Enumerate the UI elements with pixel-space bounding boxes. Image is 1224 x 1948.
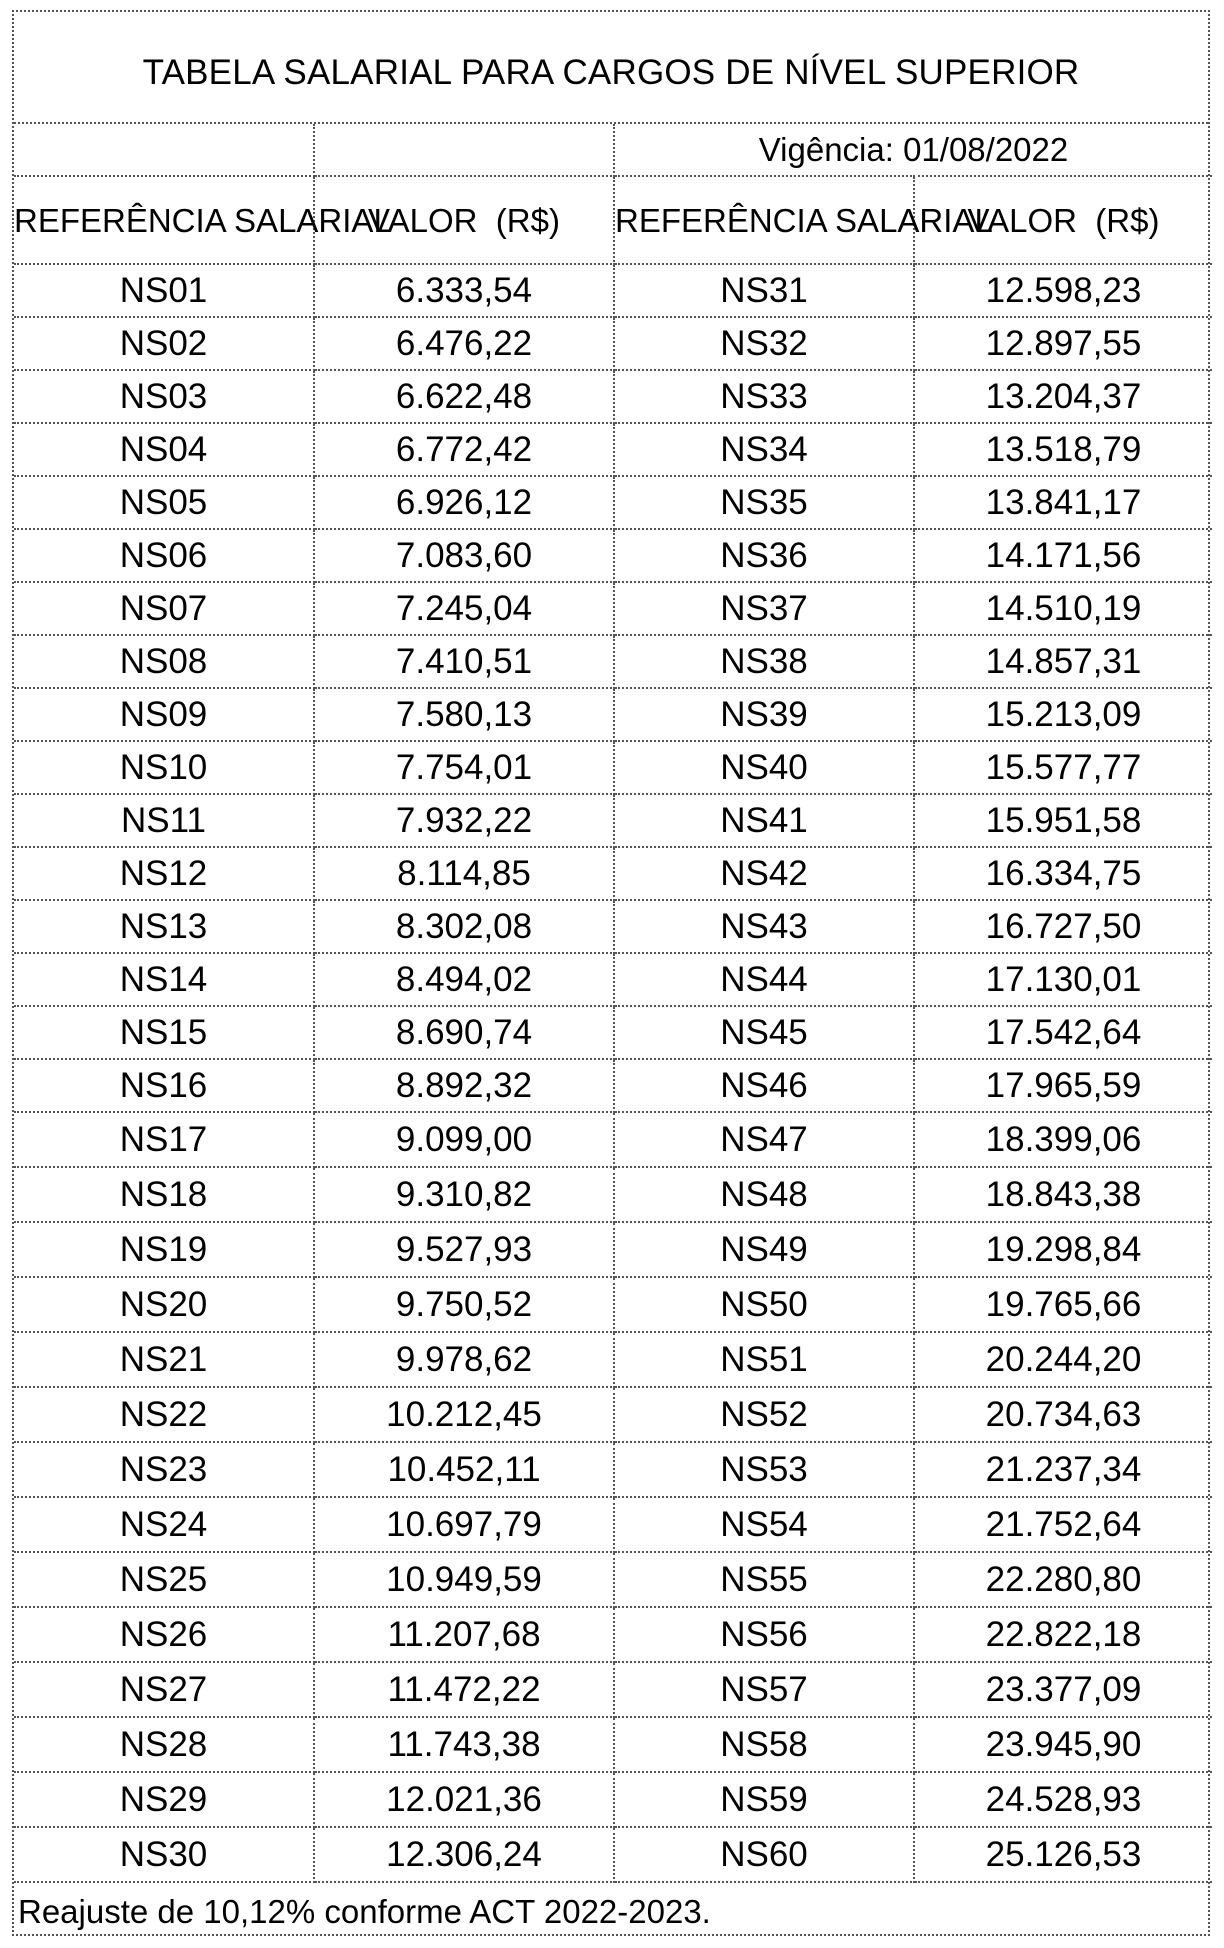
table-row — [14, 1112, 1212, 1167]
referencia-cell-left: NS30 — [14, 1827, 314, 1882]
valor-cell-left: 9.099,00 — [314, 1112, 614, 1167]
referencia-cell-right: NS31 — [614, 264, 914, 317]
referencia-cell-right: NS51 — [614, 1332, 914, 1387]
referencia-cell-left: NS20 — [14, 1277, 314, 1332]
referencia-cell-left: NS25 — [14, 1552, 314, 1607]
referencia-cell-left: NS15 — [14, 1006, 314, 1059]
valor-cell-left: 12.306,24 — [314, 1827, 614, 1882]
referencia-cell-left: NS18 — [14, 1167, 314, 1222]
table-row — [14, 317, 1212, 370]
referencia-cell-right: NS41 — [614, 794, 914, 847]
referencia-cell-left: NS12 — [14, 847, 314, 900]
valor-cell-right: 19.298,84 — [914, 1222, 1212, 1277]
referencia-cell-right: NS59 — [614, 1772, 914, 1827]
valor-cell-right: 16.727,50 — [914, 900, 1212, 953]
table-row — [14, 1006, 1212, 1059]
referencia-cell-right: NS44 — [614, 953, 914, 1006]
table-row — [14, 1387, 1212, 1442]
valor-cell-left: 8.114,85 — [314, 847, 614, 900]
table-row — [14, 476, 1212, 529]
referencia-cell-left: NS17 — [14, 1112, 314, 1167]
valor-cell-left: 11.207,68 — [314, 1607, 614, 1662]
referencia-cell-right: NS39 — [614, 688, 914, 741]
valor-cell-right: 13.518,79 — [914, 423, 1212, 476]
referencia-cell-right: NS52 — [614, 1387, 914, 1442]
referencia-cell-left: NS21 — [14, 1332, 314, 1387]
valor-cell-left: 12.021,36 — [314, 1772, 614, 1827]
table-row — [14, 794, 1212, 847]
referencia-cell-right: NS53 — [614, 1442, 914, 1497]
valor-cell-right: 17.965,59 — [914, 1059, 1212, 1112]
referencia-cell-left: NS08 — [14, 635, 314, 688]
referencia-cell-right: NS35 — [614, 476, 914, 529]
table-row — [14, 1717, 1212, 1772]
valor-cell-left: 6.622,48 — [314, 370, 614, 423]
referencia-cell-right: NS57 — [614, 1662, 914, 1717]
referencia-cell-right: NS55 — [614, 1552, 914, 1607]
referencia-cell-right: NS48 — [614, 1167, 914, 1222]
table-row — [14, 1497, 1212, 1552]
valor-cell-right: 21.237,34 — [914, 1442, 1212, 1497]
valor-cell-right: 22.280,80 — [914, 1552, 1212, 1607]
referencia-cell-right: NS37 — [614, 582, 914, 635]
referencia-cell-left: NS10 — [14, 741, 314, 794]
valor-cell-left: 7.245,04 — [314, 582, 614, 635]
referencia-cell-left: NS16 — [14, 1059, 314, 1112]
table-row — [14, 1167, 1212, 1222]
table-row — [14, 1222, 1212, 1277]
valor-cell-left: 11.472,22 — [314, 1662, 614, 1717]
referencia-cell-right: NS60 — [614, 1827, 914, 1882]
valor-cell-left: 7.410,51 — [314, 635, 614, 688]
empty-cell — [14, 124, 314, 176]
referencia-cell-left: NS14 — [14, 953, 314, 1006]
table-row — [14, 1662, 1212, 1717]
header-row — [14, 176, 1212, 264]
salary-table — [14, 124, 1212, 1883]
valor-cell-right: 23.377,09 — [914, 1662, 1212, 1717]
valor-cell-left: 8.494,02 — [314, 953, 614, 1006]
empty-cell — [314, 124, 614, 176]
valor-cell-right: 20.734,63 — [914, 1387, 1212, 1442]
referencia-cell-right: NS45 — [614, 1006, 914, 1059]
valor-cell-right: 12.897,55 — [914, 317, 1212, 370]
footnote: Reajuste de 10,12% conforme ACT 2022-2023. — [18, 1893, 711, 1930]
valor-cell-left: 7.932,22 — [314, 794, 614, 847]
referencia-cell-right: NS36 — [614, 529, 914, 582]
valor-cell-right: 18.843,38 — [914, 1167, 1212, 1222]
valor-cell-right: 19.765,66 — [914, 1277, 1212, 1332]
referencia-cell-left: NS02 — [14, 317, 314, 370]
vigencia-label: Vigência: 01/08/2022 — [614, 124, 1212, 176]
table-row — [14, 1827, 1212, 1882]
table-row — [14, 1607, 1212, 1662]
referencia-cell-left: NS04 — [14, 423, 314, 476]
valor-cell-right: 16.334,75 — [914, 847, 1212, 900]
valor-cell-right: 14.857,31 — [914, 635, 1212, 688]
table-title: TABELA SALARIAL PARA CARGOS DE NÍVEL SUPERIOR — [142, 53, 1080, 92]
table-row — [14, 1442, 1212, 1497]
valor-cell-right: 15.213,09 — [914, 688, 1212, 741]
valor-cell-left: 10.697,79 — [314, 1497, 614, 1552]
referencia-cell-left: NS27 — [14, 1662, 314, 1717]
referencia-cell-left: NS23 — [14, 1442, 314, 1497]
table-row — [14, 1059, 1212, 1112]
valor-cell-right: 17.542,64 — [914, 1006, 1212, 1059]
header-valor-right: VALOR (R$) — [914, 176, 1212, 264]
table-row — [14, 953, 1212, 1006]
valor-cell-left: 6.476,22 — [314, 317, 614, 370]
header-valor-left: VALOR (R$) — [314, 176, 614, 264]
valor-cell-right: 23.945,90 — [914, 1717, 1212, 1772]
valor-cell-right: 13.841,17 — [914, 476, 1212, 529]
referencia-cell-right: NS47 — [614, 1112, 914, 1167]
valor-cell-left: 8.302,08 — [314, 900, 614, 953]
referencia-cell-right: NS38 — [614, 635, 914, 688]
table-row — [14, 635, 1212, 688]
valor-cell-left: 9.310,82 — [314, 1167, 614, 1222]
referencia-cell-right: NS34 — [614, 423, 914, 476]
table-row — [14, 1332, 1212, 1387]
valor-cell-right: 14.171,56 — [914, 529, 1212, 582]
table-row — [14, 370, 1212, 423]
table-row — [14, 847, 1212, 900]
referencia-cell-right: NS56 — [614, 1607, 914, 1662]
valor-cell-right: 22.822,18 — [914, 1607, 1212, 1662]
table-row — [14, 1772, 1212, 1827]
referencia-cell-right: NS40 — [614, 741, 914, 794]
vigencia-row — [14, 124, 1212, 176]
title-band — [14, 12, 1208, 124]
referencia-cell-right: NS42 — [614, 847, 914, 900]
referencia-cell-right: NS50 — [614, 1277, 914, 1332]
header-referencia-right: REFERÊNCIA SALARIAL — [614, 176, 914, 264]
table-row — [14, 529, 1212, 582]
valor-cell-right: 17.130,01 — [914, 953, 1212, 1006]
referencia-cell-right: NS46 — [614, 1059, 914, 1112]
valor-cell-left: 8.892,32 — [314, 1059, 614, 1112]
referencia-cell-right: NS43 — [614, 900, 914, 953]
table-row — [14, 264, 1212, 317]
table-row — [14, 688, 1212, 741]
valor-cell-right: 12.598,23 — [914, 264, 1212, 317]
valor-cell-left: 10.452,11 — [314, 1442, 614, 1497]
referencia-cell-left: NS26 — [14, 1607, 314, 1662]
referencia-cell-right: NS33 — [614, 370, 914, 423]
referencia-cell-right: NS49 — [614, 1222, 914, 1277]
referencia-cell-left: NS29 — [14, 1772, 314, 1827]
referencia-cell-left: NS05 — [14, 476, 314, 529]
referencia-cell-left: NS03 — [14, 370, 314, 423]
valor-cell-right: 25.126,53 — [914, 1827, 1212, 1882]
table-row — [14, 582, 1212, 635]
valor-cell-left: 10.949,59 — [314, 1552, 614, 1607]
table-row — [14, 423, 1212, 476]
valor-cell-left: 9.750,52 — [314, 1277, 614, 1332]
referencia-cell-left: NS13 — [14, 900, 314, 953]
table-row — [14, 900, 1212, 953]
referencia-cell-left: NS19 — [14, 1222, 314, 1277]
referencia-cell-left: NS28 — [14, 1717, 314, 1772]
referencia-cell-left: NS09 — [14, 688, 314, 741]
valor-cell-left: 6.772,42 — [314, 423, 614, 476]
referencia-cell-left: NS07 — [14, 582, 314, 635]
valor-cell-left: 8.690,74 — [314, 1006, 614, 1059]
table-row — [14, 741, 1212, 794]
referencia-cell-left: NS01 — [14, 264, 314, 317]
valor-cell-right: 18.399,06 — [914, 1112, 1212, 1167]
referencia-cell-right: NS54 — [614, 1497, 914, 1552]
valor-cell-right: 24.528,93 — [914, 1772, 1212, 1827]
valor-cell-left: 7.580,13 — [314, 688, 614, 741]
referencia-cell-left: NS06 — [14, 529, 314, 582]
valor-cell-right: 13.204,37 — [914, 370, 1212, 423]
valor-cell-right: 20.244,20 — [914, 1332, 1212, 1387]
referencia-cell-left: NS11 — [14, 794, 314, 847]
valor-cell-left: 7.083,60 — [314, 529, 614, 582]
valor-cell-left: 10.212,45 — [314, 1387, 614, 1442]
valor-cell-left: 11.743,38 — [314, 1717, 614, 1772]
valor-cell-left: 6.333,54 — [314, 264, 614, 317]
valor-cell-left: 6.926,12 — [314, 476, 614, 529]
table-row — [14, 1552, 1212, 1607]
referencia-cell-right: NS58 — [614, 1717, 914, 1772]
valor-cell-right: 21.752,64 — [914, 1497, 1212, 1552]
referencia-cell-right: NS32 — [614, 317, 914, 370]
valor-cell-left: 7.754,01 — [314, 741, 614, 794]
header-referencia-left: REFERÊNCIA SALARIAL — [14, 176, 314, 264]
valor-cell-left: 9.527,93 — [314, 1222, 614, 1277]
table-row — [14, 1277, 1212, 1332]
valor-cell-right: 15.951,58 — [914, 794, 1212, 847]
salary-table-sheet — [12, 10, 1210, 1936]
valor-cell-left: 9.978,62 — [314, 1332, 614, 1387]
valor-cell-right: 15.577,77 — [914, 741, 1212, 794]
referencia-cell-left: NS22 — [14, 1387, 314, 1442]
valor-cell-right: 14.510,19 — [914, 582, 1212, 635]
referencia-cell-left: NS24 — [14, 1497, 314, 1552]
